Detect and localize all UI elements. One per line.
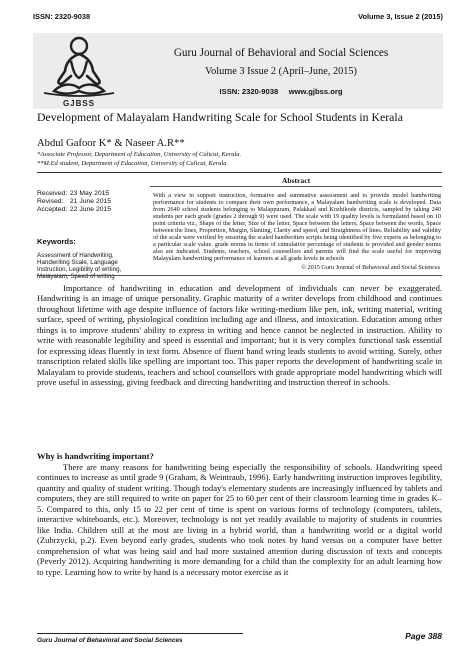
article-dates: [37, 190, 111, 213]
journal-issn-website: ISSN: 2320-9038 www.gjbss.org: [219, 87, 343, 96]
section-heading-why: Why is handwriting important?: [37, 451, 154, 461]
body-paragraph-1: [37, 283, 442, 388]
abstract-copyright: © 2015 Guru Journal of Behavioral and Social Sciences: [301, 264, 440, 271]
journal-logo: [38, 33, 120, 109]
affiliation-1: *Associate Professor, Department of Education, University of Calicut, Kerala.: [37, 151, 242, 158]
received-row: [37, 190, 111, 198]
revised-row: [37, 198, 111, 206]
journal-volume-line: Volume 3 Issue 2 (April–June, 2015): [205, 66, 357, 77]
affiliation-2: **M.Ed student, Department of Education, University of Calicut, Kerala: [37, 159, 227, 167]
accepted-date: 22 June 2015: [69, 205, 112, 213]
body-paragraph-2: [37, 462, 442, 577]
abstract-text: With a view to support instruction, formative and summative assessment and to provide model handwriting performance for students to compare their own performance, a Malayalam handwriting scale is developed. Data from 2640 school students belonging to Malappuram, Palakkad and Kozhikode districts, sampled by taking 240 students per each grade (grades 2 through 9) were used. The scale with 19 quality levels is formulated based on 10 point criteria viz., Shape of the letter, Size of the letter, Space between the letters, Space between the words, Space between the lines, Proportion, Margin, Slanting, Clarity and speed, and Straightness of lines. Reliability and validity of the scale were verified by ensuring the scaled handwritten scripts being identified by five experts as belonging to a particular scale value. grade norms in terms of cumulative percentage of students is provided and gender norms also are indicated. Students, teachers, school counsellors and parents will find the scale useful for improving Malayalam handwriting performance of learners at all grade levels in schools: [153, 192, 441, 262]
received-date: 23 May 2015: [69, 190, 110, 197]
keywords-heading: Keywords:: [37, 237, 76, 246]
issn-label: ISSN: 2320-9038: [33, 12, 91, 21]
abstract-heading: Abstract: [281, 176, 311, 185]
received-label: Received:: [37, 190, 68, 197]
top-bar: [33, 12, 443, 24]
svg-text:GJBSS: GJBSS: [62, 99, 96, 108]
journal-title: Guru Journal of Behavioral and Social Sciences: [173, 47, 389, 59]
footer-journal: Guru Journal of Behavioral and Social Sciences: [37, 637, 183, 644]
abstract-rule: [150, 186, 442, 187]
footer-rule: [37, 633, 243, 634]
accepted-label: Accepted:: [37, 205, 68, 213]
page-number: Page 388: [405, 631, 442, 641]
divider-top: [37, 172, 442, 173]
divider-abstract: [37, 275, 442, 276]
paragraph-text: There are many reasons for handwriting being especially the responsibility of schools. Handwriting speed continues to increase as until grade 9 (Graham, & Weintraub, 1996). Early handwriting instruction improves legibility, quantity and quality of student writing. Though today's elementary students are increasingly influenced by tablets and computers, they are still required to write on paper for 25 to 60 per cent of their classroom learning time in grades K–5. Compared to this, only 15 to 22 per cent of time is spent on various forms of technology (computers, tablets, interactive whiteboards, etc.). Moreover, technology is not yet readily available to majority of students in countries like India. Children still at the most are living in a hybrid world, than a handwriting world or a digital world (Zubrzycki, p.2). Even beyond early grades, students who took notes by hand versus on a computer have better comprehension of what was being said and had more sustained attention during discussion of texts and concepts (Peverly 2012). Acquiring handwriting is more demanding for a child than the complexity for an adult learning how to type. Learning how to write by hand is a necessary motor exercise as it: [37, 462, 442, 577]
revised-date: 21 June 2015: [69, 197, 112, 205]
article-title: Development of Malayalam Handwriting Scale for School Students in Kerala: [37, 110, 403, 124]
volume-issue-label: Volume 3, Issue 2 (2015): [358, 12, 443, 21]
article-authors: Abdul Gafoor K* & Naseer A.R**: [37, 138, 185, 149]
author-affiliations: [37, 151, 241, 168]
paragraph-text: Importance of handwriting in education and development of individuals can never be exaggerated. Handwriting is an image of unique personality. Graphic maturity of a writer develops from childhood and continues throughout lifetime with age despite influence of factors like writing-medium like pen, ink, writing material, writing surface, speed of writing, physiological condition including age and illness, and intoxication. Education among other things is to improve students' ability to express in writing and hence cannot be neglected in instruction. Ability to write with reasonable legibility and speed is essential and important; but it is very complex functional task essential for expressing ideas fluently in text form. Absence of fluent hand wring leads students to avoid writing. Surely, other transcription related skills like spelling are important too. This paper reports the development of handwriting scale in Malayalam to provide students, teachers and school counsellors with grade appropriate model handwriting which will prove useful in assessing, giving feedback and directing handwriting and instruction thereof in schools.: [37, 283, 442, 388]
accepted-row: [37, 206, 111, 214]
meditation-figure-icon: [38, 33, 120, 109]
keywords-text: Assessment of Handwriting, Handwriting Scale, Language Instruction, Legibility of writing, Malayalam, Speed of writing: [37, 252, 122, 281]
revised-label: Revised:: [37, 197, 64, 205]
